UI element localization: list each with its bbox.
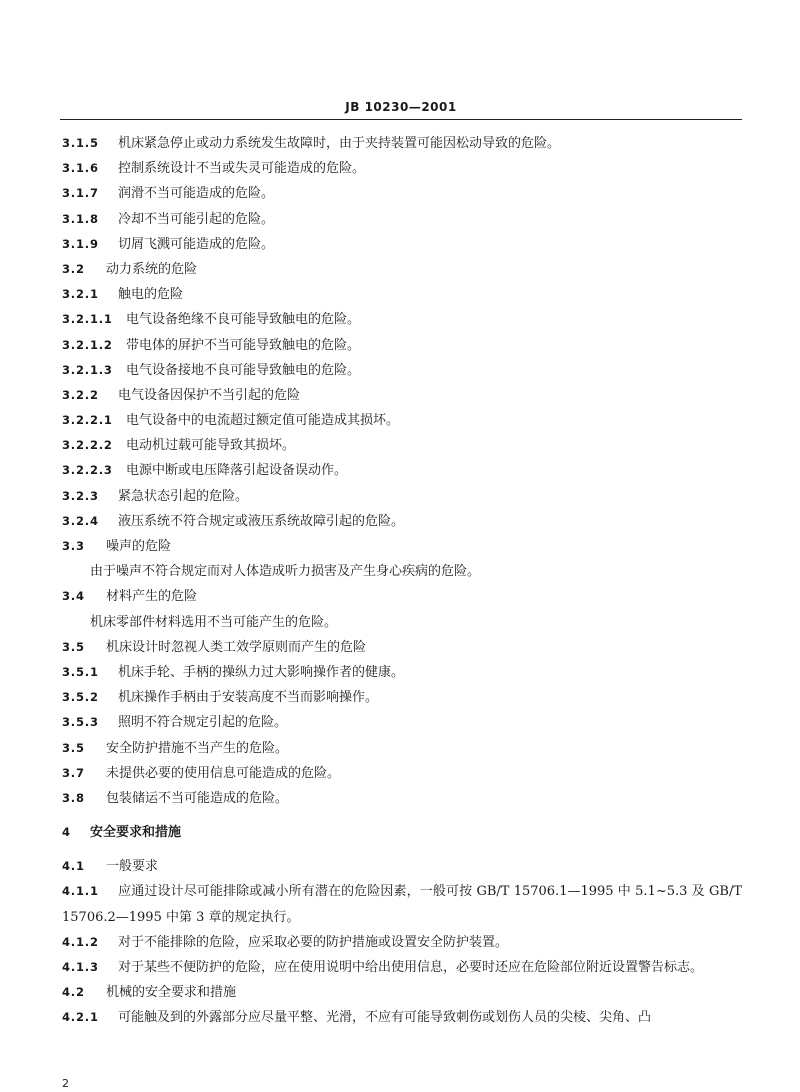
clause-text: 机床手轮、手柄的操纵力过大影响操作者的健康。 [118, 664, 405, 680]
clause-3-2-1-3 [62, 358, 742, 383]
clause-number: 3.2.1 [62, 287, 99, 302]
clause-number: 3.4 [62, 589, 85, 604]
clause-text: 未提供必要的使用信息可能造成的危险。 [106, 765, 341, 781]
clause-3-4 [62, 584, 742, 609]
clause-number: 4.1.1 [62, 884, 99, 899]
clause-3-2-2-3 [62, 458, 742, 483]
clause-3-2-3 [62, 484, 742, 509]
clause-3-2-2-1 [62, 408, 742, 433]
clause-3-2 [62, 257, 742, 282]
clause-text: 机床零部件材料选用不当可能产生的危险。 [90, 614, 338, 630]
clause-3-4-body [62, 610, 742, 635]
clause-3-2-1-2 [62, 333, 742, 358]
clause-text: 电气设备因保护不当引起的危险 [118, 387, 301, 403]
clause-text: 可能触及到的外露部分应尽量平整、光滑，不应有可能导致刺伤或划伤人员的尖棱、尖角、凸 [118, 1010, 652, 1026]
clause-text: 控制系统设计不当或失灵可能造成的危险。 [118, 161, 366, 177]
clause-text: 冷却不当可能引起的危险。 [118, 211, 275, 227]
clause-number: 3.2.1.2 [62, 337, 113, 352]
clause-text: 机床设计时忽视人类工效学原则而产生的危险 [106, 639, 367, 655]
clause-3-1-6 [62, 156, 742, 181]
clause-text: 材料产生的危险 [106, 589, 198, 605]
clause-3-2-2-2 [62, 433, 742, 458]
clause-number: 3.5 [62, 740, 85, 755]
clause-text: 触电的危险 [118, 287, 184, 303]
clause-3-2-2 [62, 383, 742, 408]
clause-3-1-8 [62, 207, 742, 232]
clause-4-2 [62, 980, 742, 1005]
clause-3-5-1 [62, 660, 742, 685]
clause-number: 3.1.8 [62, 211, 99, 226]
clause-number: 3.2.2.3 [62, 463, 113, 478]
clause-3-6 [62, 736, 742, 761]
clause-text: 包装储运不当可能造成的危险。 [106, 790, 289, 806]
clause-number: 3.2.2.2 [62, 438, 113, 453]
clause-3-8 [62, 786, 742, 811]
clause-number: 3.5.3 [62, 715, 99, 730]
clause-3-7 [62, 761, 742, 786]
clause-number: 3.2 [62, 261, 85, 276]
clause-number: 4.1.2 [62, 934, 99, 949]
clause-3-1-7 [62, 181, 742, 206]
clause-4-1-3 [62, 955, 742, 980]
clause-number: 3.7 [62, 765, 85, 780]
clause-text: 一般要求 [106, 859, 159, 875]
clause-text: 安全要求和措施 [90, 825, 182, 841]
clause-3-2-1 [62, 282, 742, 307]
clause-number: 3.2.3 [62, 488, 99, 503]
clause-number: 4.2.1 [62, 1010, 99, 1025]
clause-text: 照明不符合规定引起的危险。 [118, 715, 288, 731]
clause-text: 机床操作手柄由于安装高度不当而影响操作。 [118, 690, 379, 706]
clause-number: 4.2 [62, 985, 85, 1000]
section-4-heading [62, 820, 742, 845]
clause-text: 电气设备接地不良可能导致触电的危险。 [126, 362, 361, 378]
clause-number: 3.5.1 [62, 664, 99, 679]
clause-number: 3.1.5 [62, 136, 99, 150]
clause-3-5 [62, 635, 742, 660]
clause-text: 动力系统的危险 [106, 261, 198, 277]
document-body [62, 131, 742, 1031]
clause-number: 3.5.2 [62, 690, 99, 705]
clause-number: 3.1.7 [62, 186, 99, 201]
clause-text: 液压系统不符合规定或液压系统故障引起的危险。 [118, 513, 405, 529]
header-rule [60, 119, 742, 120]
clause-number: 3.2.2 [62, 387, 99, 402]
clause-number: 3.8 [62, 790, 85, 805]
page-number: 2 [62, 1077, 69, 1090]
clause-4-1-2 [62, 930, 742, 955]
clause-number: 3.2.4 [62, 513, 99, 528]
clause-number: 4.1 [62, 859, 85, 874]
clause-text: 电气设备中的电流超过额定值可能造成其损坏。 [126, 413, 400, 429]
clause-text: 对于某些不便防护的危险，应在使用说明中给出使用信息，必要时还应在危险部位附近设置警告标志。 [118, 960, 704, 976]
clause-text: 电气设备绝缘不良可能导致触电的危险。 [126, 312, 361, 328]
clause-text: 机械的安全要求和措施 [106, 985, 237, 1001]
clause-number: 3.2.1.1 [62, 312, 113, 327]
clause-text: 对于不能排除的危险，应采取必要的防护措施或设置安全防护装置。 [118, 934, 509, 950]
clause-number: 3.2.1.3 [62, 362, 113, 377]
clause-4-1-1 [62, 879, 742, 929]
clause-text: 机床紧急停止或动力系统发生故障时，由于夹持装置可能因松动导致的危险。 [118, 136, 561, 151]
clause-number: 3.1.9 [62, 236, 99, 251]
clause-3-2-1-1 [62, 307, 742, 332]
clause-4-2-1 [62, 1005, 742, 1030]
clause-text: 噪声的危险 [106, 539, 172, 554]
clause-3-1-5 [62, 131, 742, 156]
clause-text: 应通过设计尽可能排除或减小所有潜在的危险因素，一般可按 GB/T 15706.1—1995 中 5.1~5.3 及 GB/T 15706.2—1995 中第 3 章的规定执行。 [62, 884, 742, 925]
clause-text: 电动机过载可能导致其损坏。 [126, 438, 296, 454]
clause-number: 4 [62, 825, 71, 840]
clause-text: 安全防护措施不当产生的危险。 [106, 740, 289, 756]
clause-number: 3.1.6 [62, 161, 99, 176]
clause-3-3-body [62, 559, 742, 584]
clause-3-5-3 [62, 710, 742, 735]
clause-3-1-9 [62, 232, 742, 257]
clause-number: 3.3 [62, 539, 85, 553]
clause-text: 润滑不当可能造成的危险。 [118, 186, 275, 202]
clause-number: 3.2.2.1 [62, 413, 113, 428]
running-header: JB 10230—2001 [345, 100, 457, 114]
clause-3-3 [62, 534, 742, 559]
clause-number: 4.1.3 [62, 960, 99, 975]
clause-text: 带电体的屏护不当可能导致触电的危险。 [126, 337, 361, 353]
clause-3-5-2 [62, 685, 742, 710]
clause-number: 3.5 [62, 639, 85, 654]
clause-3-2-4 [62, 509, 742, 534]
clause-text: 电源中断或电压降落引起设备误动作。 [126, 463, 348, 479]
clause-text: 紧急状态引起的危险。 [118, 488, 249, 504]
clause-4-1 [62, 854, 742, 879]
clause-text: 由于噪声不符合规定而对人体造成听力损害及产生身心疾病的危险。 [90, 564, 481, 580]
clause-text: 切屑飞溅可能造成的危险。 [118, 236, 275, 252]
